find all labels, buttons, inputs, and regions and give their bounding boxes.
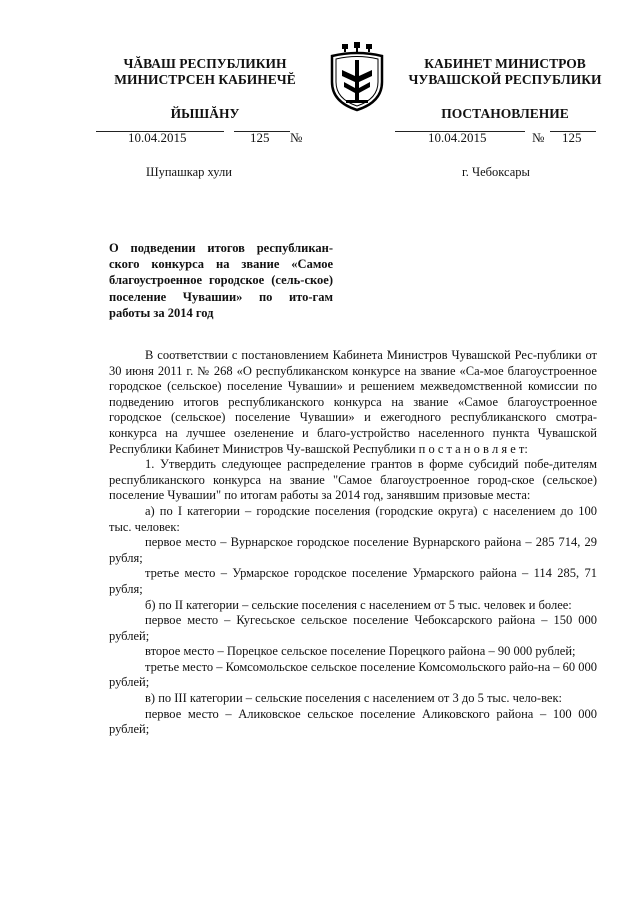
header-right-line2: ЧУВАШСКОЙ РЕСПУБЛИКИ bbox=[408, 72, 602, 87]
header-left-doctype: ЙЫШĂНУ bbox=[170, 106, 240, 121]
document-title: О подведении итогов республикан-ского конкурса на звание «Самое благоустроенное городское (сель-ское) поселение Чувашии» по ито-гам работы за 2014 год bbox=[109, 241, 333, 320]
header-right-doctype: ПОСТАНОВЛЕНИЕ bbox=[441, 106, 569, 121]
paragraph: второе место – Порецкое сельское поселение Порецкого района – 90 000 рублей; bbox=[145, 644, 576, 659]
paragraph: б) по II категории – сельские поселения с населением от 5 тыс. человек и более: bbox=[145, 597, 572, 612]
document-body bbox=[109, 348, 597, 738]
header-right bbox=[390, 56, 620, 122]
paragraph: третье место – Комсомольское сельское поселение Комсомольского райо-на – 60 000 рублей; bbox=[109, 659, 597, 690]
date-right: 10.04.2015 bbox=[428, 130, 487, 145]
paragraph: В соответствии с постановлением Кабинета Министров Чувашской Рес-публики от 30 июня 2011 г. № 268 «О республиканском конкурсе на звание «Са-мое благоустроенное городское (сельское) поселение Чувашии» и решением межведомственной комиссии по подведению итогов республиканского конкурса на звание «Самое благоустроенное городское (сельское) поселение Чувашии» и ежегодного республиканского смотра-конкурса на лучшее озеленение и благо-устройство населенного пункта Чувашской Республики Кабинет Министров Чу-вашской Республики п о с т а н о в л я е т: bbox=[109, 348, 597, 456]
header-right-line1: КАБИНЕТ МИНИСТРОВ bbox=[424, 56, 586, 71]
header-left-line1: ЧĂВАШ РЕСПУБЛИКИН bbox=[123, 56, 287, 71]
paragraph: третье место – Урмарское городское поселение Урмарского района – 114 285, 71 рубля; bbox=[109, 566, 597, 596]
header-left bbox=[90, 56, 320, 122]
date-left: 10.04.2015 bbox=[128, 130, 187, 145]
number-sign-left: № bbox=[290, 130, 303, 145]
paragraph: первое место – Кугесьское сельское поселение Чебоксарского района – 150 000 рублей; bbox=[109, 613, 597, 643]
paragraph: в) по III категории – сельские поселения с населением от 3 до 5 тыс. чело-век: bbox=[145, 691, 563, 706]
city-right: г. Чебоксары bbox=[462, 165, 530, 179]
paragraph: а) по I категории – городские поселения (городские округа) с населением до 100 тыс. человек: bbox=[109, 503, 597, 534]
chuvash-coat-of-arms-icon bbox=[328, 42, 386, 112]
number-sign-right: № bbox=[532, 130, 545, 145]
paragraph: первое место – Аликовское сельское поселение Аликовского района – 100 000 рублей; bbox=[109, 706, 597, 737]
paragraph: первое место – Вурнарское городское поселение Вурнарского района – 285 714, 29 рубля; bbox=[109, 535, 597, 565]
paragraph: 1. Утвердить следующее распределение грантов в форме субсидий побе-дителям республиканского конкурса на звание "Самое благоустроенное город-ское (сельское) поселение Чувашии" по итогам работы за 2014 год, занявшим призовые места: bbox=[109, 457, 597, 503]
city-left: Шупашкар хули bbox=[146, 165, 232, 179]
header-left-line2: МИНИСТРСЕН КАБИНЕЧĔ bbox=[114, 72, 296, 87]
number-left: 125 bbox=[250, 130, 270, 145]
number-right: 125 bbox=[562, 130, 582, 145]
